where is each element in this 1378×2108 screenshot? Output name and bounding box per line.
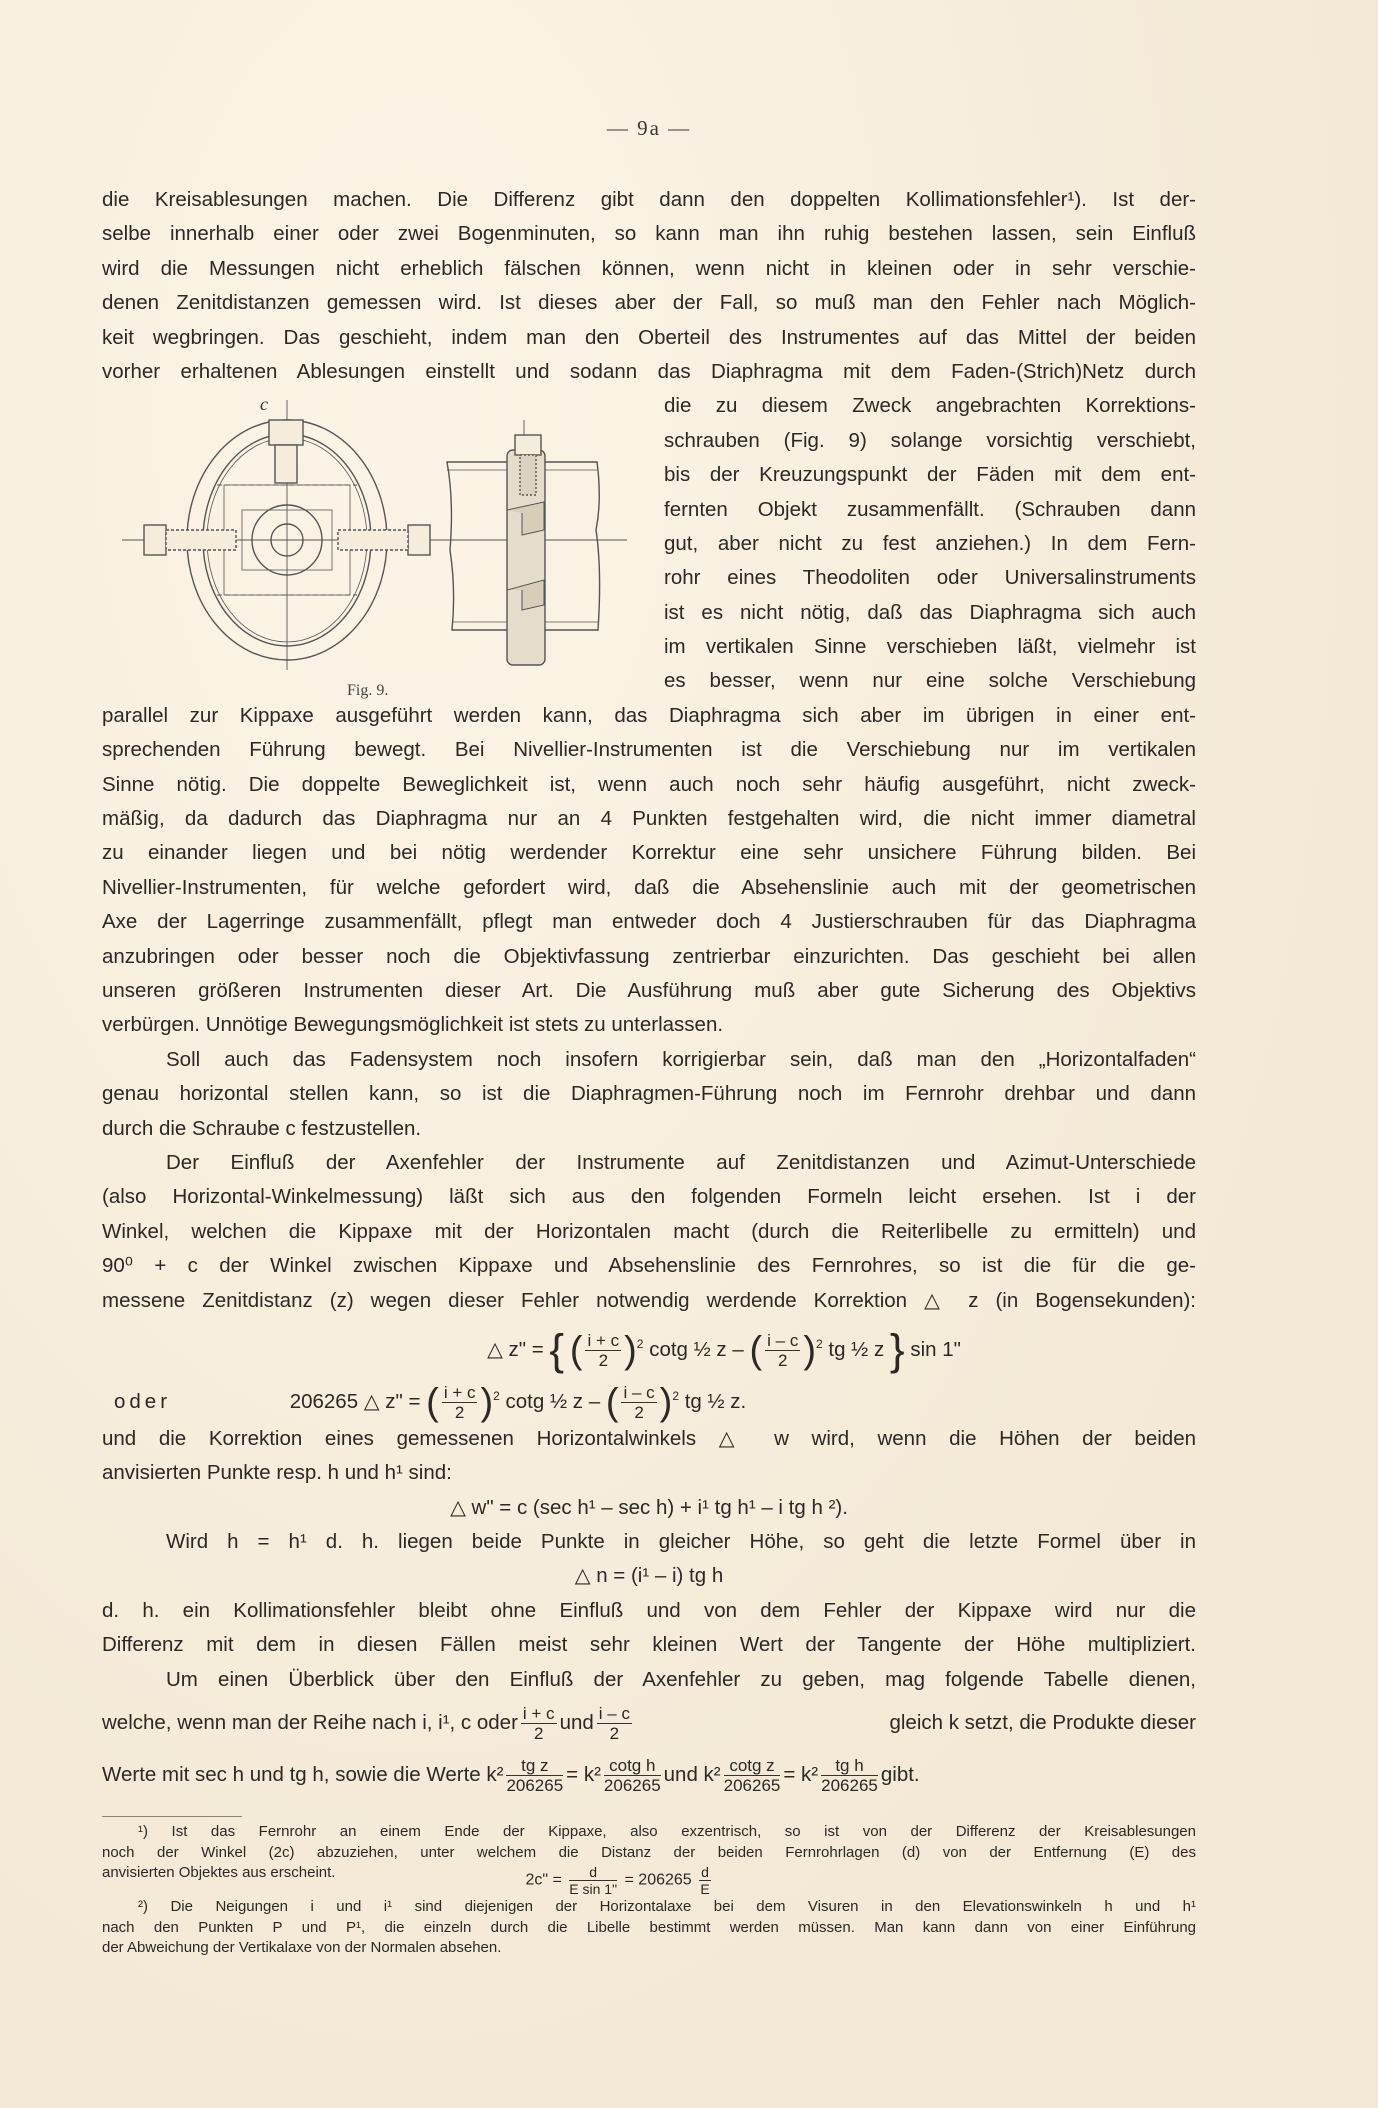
formula-prefix: oder	[114, 1389, 172, 1413]
side-screw-body	[520, 455, 536, 495]
formula-term: tg ½ z.	[684, 1389, 747, 1413]
text-line: 90⁰ + c der Winkel zwischen Kippaxe und Absehenslinie des Fernrohres, so ist die für die ge-	[102, 1254, 1196, 1278]
paragraph-2	[102, 699, 1196, 1043]
paragraph-1	[102, 183, 1196, 389]
diaphragm-diagram	[112, 390, 632, 680]
page-number: — 9a —	[606, 116, 692, 140]
text-line: gut, aber nicht zu fest anziehen.) In dem Fern-	[664, 531, 1196, 555]
screw-label-c: c	[260, 394, 268, 414]
fraction: $\frac{d}{E}$	[700, 1863, 710, 1897]
text-line: wird die Messungen nicht erheblich fälschen können, wenn nicht in kleinen oder in sehr verschie-	[102, 256, 1196, 280]
fraction: $\frac{\text{cotg h}}{206265}$	[603, 1755, 661, 1795]
footnote-divider	[102, 1816, 242, 1817]
text-line-with-fractions: Werte mit sec h und tg h, sowie die Werte k² $\frac{\text{tg z}}{206265}$ = k² $\frac{\text{cotg h}}{206265}$ und k² $\frac{\text{cotg z}}{206265}$ = k² $\frac{\text{tg h}}{206265}$ gibt.	[102, 1755, 920, 1795]
text-line: fernten Objekt zusammenfällt. (Schrauben dann	[664, 497, 1196, 521]
footnote-1	[102, 1822, 1196, 1897]
text-line: vorher erhaltenen Ablesungen einstellt und sodann das Diaphragma mit dem Faden-(Strich)Netz durch	[102, 359, 1196, 383]
formula-term: sin 1"	[910, 1337, 961, 1361]
paragraph-4	[102, 1146, 1196, 1318]
formula-term: cotg ½ z –	[505, 1389, 601, 1413]
formula-term: cotg ½ z –	[649, 1337, 744, 1361]
text-line: denen Zenitdistanzen gemessen wird. Ist dieses aber der Fall, so muß man den Fehler nach Möglich-	[102, 291, 1196, 315]
side-screw-head	[515, 435, 541, 455]
formula-zenith-correction-alt: oder 206265 △ z" = ( $\frac{i + c}{2}$ )$^2$ cotg ½ z – ( $\frac{i - c}{2}$ )$^2$ tg ½ z.	[102, 1370, 1196, 1422]
footnote-line: noch der Winkel (2c) abzuziehen, unter welchem die Distanz der beiden Fernrohrlagen (d) von der Entfernung (E) des	[102, 1843, 1196, 1861]
footnotes	[102, 1822, 1196, 1959]
paren: (	[426, 1381, 439, 1424]
text-line: die Kreisablesungen machen. Die Differenz gibt dann den doppelten Kollimationsfehler¹). Ist der-	[102, 188, 1196, 211]
fraction: $\frac{i - c}{2}$	[598, 1704, 630, 1744]
paren: (	[605, 1381, 619, 1424]
text-line: unseren größeren Instrumenten dieser Art. Die Ausführung muß aber gute Sicherung des Objektivs	[102, 978, 1196, 1002]
footnote-line: ²) Die Neigungen i und i¹ sind diejenigen der Horizontalaxe bei dem Visuren in den Elevationswinkeln h und h¹	[138, 1898, 1196, 1915]
text-line-with-fractions: welche, wenn man der Reihe nach i, i¹, c oder $\frac{i + c}{2}$ und $\frac{i - c}{2}$ gleich k setzt, die Produkte dieser	[102, 1704, 1196, 1744]
side-view	[432, 420, 627, 665]
text-line: durch die Schraube c festzustellen.	[102, 1116, 422, 1140]
footnote-line-with-formula: anvisierten Objektes aus erscheint. 2c" = $\frac{d}{\text{E sin 1"}}$ = 206265 $\frac{d}{E}$	[102, 1863, 1196, 1897]
text-line: die zu diesem Zweck angebrachten Korrektions-	[664, 394, 1196, 418]
text-line: Der Einfluß der Axenfehler der Instrumente auf Zenitdistanzen und Azimut-Unterschiede	[166, 1150, 1196, 1174]
text-line: es besser, wenn nur eine solche Verschiebung	[664, 669, 1196, 693]
text-line: Winkel, welchen die Kippaxe mit der Horizontalen macht (durch die Reiterlibelle zu ermitteln) und	[102, 1219, 1196, 1243]
right-screw-head	[408, 525, 430, 555]
text-line: mäßig, da dadurch das Diaphragma nur an 4 Punkten festgehalten wird, die nicht immer diametral	[102, 807, 1196, 831]
paragraph-7	[102, 1594, 1196, 1663]
paragraph-8	[102, 1663, 1196, 1801]
text-line: zu einander liegen und bei nötig werdender Korrektur eine sehr unsichere Führung bilden. Bei	[102, 841, 1196, 865]
text-line: ist es nicht nötig, daß das Diaphragma sich auch	[664, 600, 1196, 624]
top-screw-head-c	[269, 420, 303, 445]
fraction: $\frac{d}{\text{E sin 1"}}$	[569, 1863, 618, 1897]
front-view	[122, 394, 462, 670]
text-line: verbürgen. Unnötige Bewegungsmöglichkeit ist stets zu unterlassen.	[102, 1013, 724, 1037]
text-line: bis der Kreuzungspunkt der Fäden mit dem ent-	[664, 463, 1196, 487]
text-line: im vertikalen Sinne verschieben läßt, vielmehr ist	[664, 635, 1196, 659]
fraction: $\frac{\text{tg z}}{206265}$	[506, 1755, 564, 1795]
brace-open: {	[549, 1325, 565, 1375]
left-screw-head	[144, 525, 166, 555]
text-line: Sinne nötig. Die doppelte Beweglichkeit ist, wenn auch noch sehr häufig ausgeführt, nicht zweck-	[102, 772, 1196, 796]
text-line: sprechenden Führung bewegt. Bei Nivellier-Instrumenten ist die Verschiebung nur im vertikalen	[102, 738, 1196, 762]
formula-term: tg ½ z	[828, 1337, 885, 1361]
text-line: parallel zur Kippaxe ausgeführt werden kann, das Diaphragma sich aber im übrigen in einer ent-	[102, 703, 1196, 727]
paren: )	[480, 1381, 494, 1424]
fraction: $\frac{\text{tg h}}{206265}$	[821, 1755, 878, 1795]
text-line: Soll auch das Fadensystem noch insofern korrigierbar sein, daß man den „Horizontalfaden“	[166, 1047, 1196, 1071]
left-screw-body	[166, 530, 236, 550]
formula-lhs: 206265 △ z" =	[289, 1389, 421, 1413]
footnote-line: der Abweichung der Vertikalaxe von der Normalen absehen.	[102, 1939, 502, 1956]
footnote-line: ¹) Ist das Fernrohr an einem Ende der Kippaxe, also exzentrisch, so ist von der Differenz der Kreisablesungen	[138, 1823, 1196, 1840]
paragraph-5	[102, 1422, 1196, 1491]
paren: )	[803, 1329, 816, 1372]
text-line: anvisierten Punkte resp. h und h¹ sind:	[102, 1461, 452, 1485]
formula-lhs: △ z" =	[487, 1337, 544, 1361]
paren: )	[624, 1329, 637, 1372]
text-line: und die Korrektion eines gemessenen Horizontalwinkels △ w wird, wenn die Höhen der beiden	[102, 1426, 1196, 1450]
right-screw-body	[338, 530, 408, 550]
fraction: $\frac{i + c}{2}$	[587, 1330, 620, 1370]
paren: )	[659, 1381, 673, 1424]
fraction: $\frac{i - c}{2}$	[767, 1330, 799, 1370]
formula-zenith-correction: △ z" = { ( $\frac{i + c}{2}$ )$^2$ cotg ½ z – ( $\frac{i - c}{2}$ )$^2$ tg ½ z } sin 1"	[487, 1325, 961, 1375]
footnote-2	[102, 1897, 1196, 1959]
footnote-formula: 2c" = $\frac{d}{\text{E sin 1"}}$ = 206265 $\frac{d}{E}$	[525, 1863, 710, 1897]
fraction: $\frac{i - c}{2}$	[623, 1382, 655, 1422]
text-line: schrauben (Fig. 9) solange vorsichtig verschiebt,	[664, 428, 1196, 452]
fraction: $\frac{i + c}{2}$	[522, 1704, 555, 1744]
text-line: genau horizontal stellen kann, so ist die Diaphragmen-Führung noch im Fernrohr drehbar und dann	[102, 1082, 1196, 1106]
figure-wrap-text	[664, 389, 1196, 699]
text-line: Nivellier-Instrumenten, für welche gefordert wird, daß die Absehenslinie auch mit der geometrischen	[102, 875, 1196, 899]
fraction: $\frac{i + c}{2}$	[443, 1382, 476, 1422]
figure-caption: Fig. 9.	[347, 682, 389, 699]
text-line: d. h. ein Kollimationsfehler bleibt ohne Einfluß und von dem Fehler der Kippaxe wird nur die	[102, 1598, 1196, 1622]
text-line: rohr eines Theodoliten oder Universalinstruments	[664, 566, 1196, 590]
text-line: (also Horizontal-Winkelmessung) läßt sich aus den folgenden Formeln leicht ersehen. Ist i der	[102, 1185, 1196, 1209]
footnote-line: nach den Punkten P und P¹, die einzeln durch die Libelle bestimmt werden müssen. Man kann dann von einer Einführung	[102, 1918, 1196, 1936]
formula-horizontal-correction: △ w" = c (sec h¹ – sec h) + i¹ tg h¹ – i tg h ²).	[450, 1495, 848, 1519]
text-line: Wird h = h¹ d. h. liegen beide Punkte in gleicher Höhe, so geht die letzte Formel über in	[166, 1530, 1196, 1554]
text-line: Um einen Überblick über den Einfluß der Axenfehler zu geben, mag folgende Tabelle dienen,	[166, 1667, 1196, 1691]
text-line: messene Zenitdistanz (z) wegen dieser Fehler notwendig werdende Korrektion △ z (in Bogensekunden):	[102, 1288, 1196, 1312]
paren: (	[749, 1329, 763, 1372]
figure-9	[112, 390, 632, 700]
paragraph-3	[102, 1043, 1196, 1146]
text-line: Axe der Lagerringe zusammenfällt, pflegt man entweder doch 4 Justierschrauben für das Diaphragma	[102, 910, 1196, 934]
formula-equal-heights: △ n = (i¹ – i) tg h	[574, 1564, 724, 1588]
top-screw-body	[275, 445, 297, 483]
text-line: anzubringen oder besser noch die Objektivfassung zentrierbar einzurichten. Das geschieht bei allen	[102, 944, 1196, 968]
paren: (	[569, 1329, 583, 1372]
text-line: keit wegbringen. Das geschieht, indem man den Oberteil des Instrumentes auf das Mittel der beiden	[102, 325, 1196, 349]
text-line: selbe innerhalb einer oder zwei Bogenminuten, so kann man ihn ruhig bestehen lassen, sein Einfluß	[102, 222, 1196, 246]
brace-close: }	[889, 1325, 905, 1375]
fraction: $\frac{\text{cotg z}}{206265}$	[723, 1755, 781, 1795]
text-line: Differenz mit dem in diesen Fällen meist sehr kleinen Wert der Tangente der Höhe multipliziert.	[102, 1633, 1196, 1657]
